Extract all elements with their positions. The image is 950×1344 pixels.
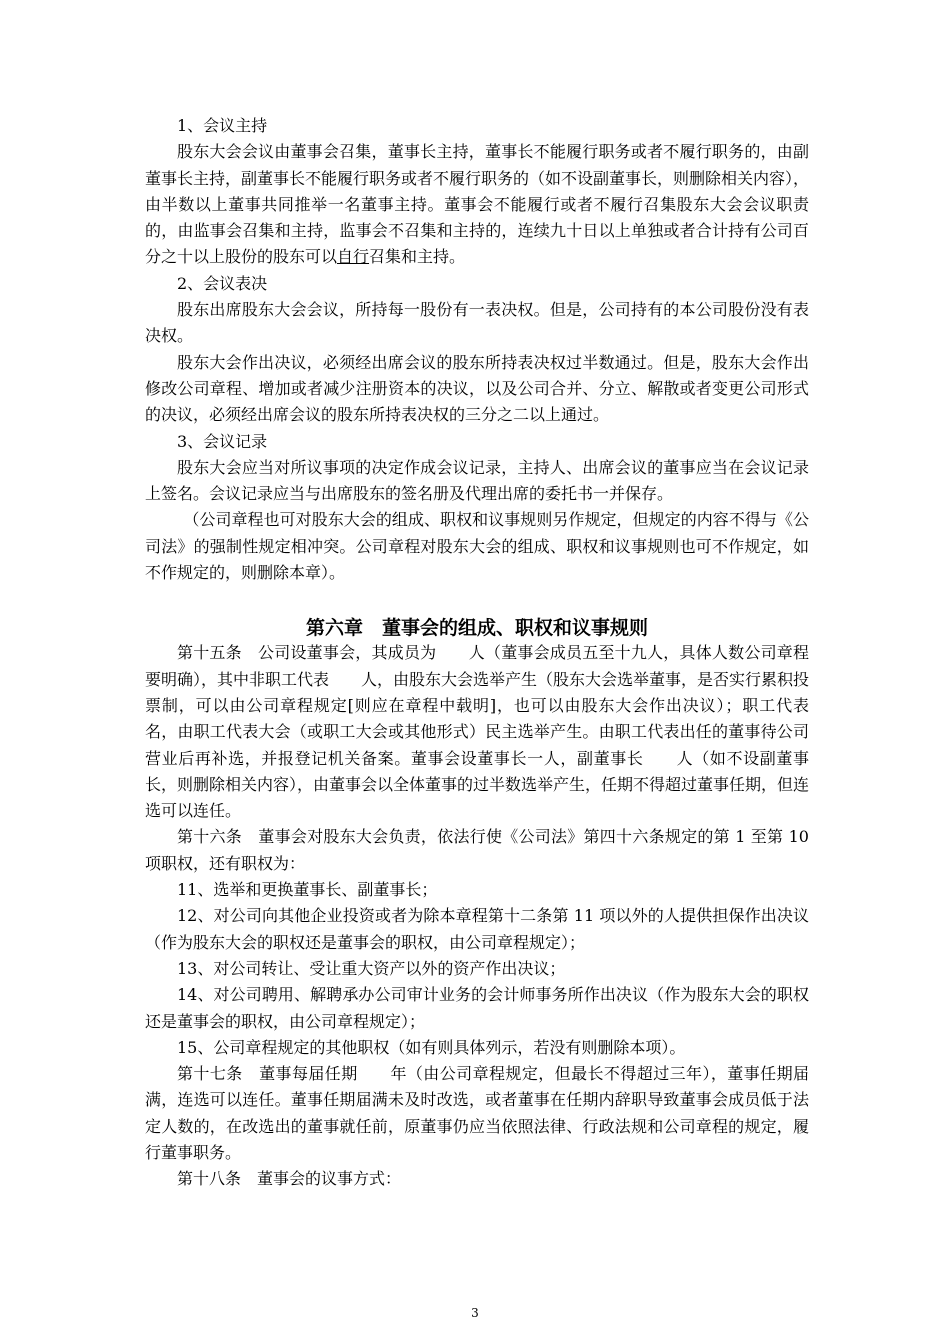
article-16-item-11: 11、选举和更换董事长、副董事长； xyxy=(177,880,438,900)
article-18: 第十八条 董事会的议事方式： xyxy=(177,1169,402,1189)
paragraph-meeting-chair-text: 股东大会会议由董事会召集，董事长主持，董事长不能履行职务或者不履行职务的，由副董事长主持，副董事长不能履行职务或者不履行职务的（如不设副董事长，则删除相关内容），由半数以上董事共同推举一名董事主持。董事会不能履行或者不履行召集股东大会会议职责的，由监事会召集和主持，监事会不召集和主持的，连续九十日以上单独或者合计持有公司百分之十以上股份的股东可以 xyxy=(145,142,810,267)
article-16: 第十六条 董事会对股东大会负责，依法行使《公司法》第四十六条规定的第 1 至第 10 项职权，还有职权为： xyxy=(145,827,809,873)
underlined-word: 自行 xyxy=(337,247,370,267)
article-16-item-15: 15、公司章程规定的其他职权（如有则具体列示，若没有则删除本项）。 xyxy=(177,1037,686,1057)
article-17: 第十七条 董事每届任期 年（由公司章程规定，但最长不得超过三年），董事任期届满，连选可以连任。董事任期届满未及时改选，或者董事在任期内辞职导致董事会成员低于法定人数的，在改选出的董事就任前，原董事仍应当依照法律、行政法规和公司章程的规定，履行董事职务。 xyxy=(145,1064,809,1162)
paragraph-meeting-chair-end: 召集和主持。 xyxy=(369,247,466,267)
article-16-item-14: 14、对公司聘用、解聘承办公司审计业务的会计师事务所作出决议（作为股东大会的职权还是董事会的职权，由公司章程规定）； xyxy=(145,985,809,1031)
paragraph-meeting-chair xyxy=(145,139,809,270)
page-number: 3 xyxy=(471,1306,479,1320)
article-16-item-13: 13、对公司转让、受让重大资产以外的资产作出决议； xyxy=(177,958,566,978)
paragraph-meeting-record: 股东大会应当对所议事项的决定作成会议记录，主持人、出席会议的董事应当在会议记录上签名。会议记录应当与出席股东的签名册及代理出席的委托书一并保存。 xyxy=(145,457,809,504)
heading-meeting-chair: 1、会议主持 xyxy=(177,116,268,135)
chapter-title: 第六章 董事会的组成、职权和议事规则 xyxy=(305,617,648,640)
paragraph-chapter-note: （公司章程也可对股东大会的组成、职权和议事规则另作规定，但规定的内容不得与《公司法》的强制性规定相冲突。公司章程对股东大会的组成、职权和议事规则也可不作规定，如不作规定的，则删除本章）。 xyxy=(145,510,809,583)
heading-meeting-vote: 2、会议表决 xyxy=(177,273,268,293)
article-15: 第十五条 公司设董事会，其成员为 人（董事会成员五至十九人，具体人数公司章程要明确），其中非职工代表 人，由股东大会选举产生（股东大会选举董事，是否实行累积投票制，可以由公司章程规定[则应在章程中载明]，也可以由股东大会作出决议）；职工代表 名，由职工代表大会（或职工大会或其他形式）民主选举产生。由职工代表出任的董事待公司营业后再补选，并报登记机关备案。董事会设董事长一人，副董事长 人（如不设副董事长，则删除相关内容），由董事会以全体董事的过半数选举产生，任期不得超过董事任期，但连选可以连任。 xyxy=(145,643,842,821)
article-16-item-12: 12、对公司向其他企业投资或者为除本章程第十二条第 11 项以外的人提供担保作出决议（作为股东大会的职权还是董事会的职权，由公司章程规定）； xyxy=(145,906,809,952)
paragraph-vote-rights: 股东出席股东大会会议，所持每一股份有一表决权。但是，公司持有的本公司股份没有表决权。 xyxy=(145,300,809,346)
heading-meeting-record: 3、会议记录 xyxy=(177,431,268,451)
paragraph-vote-resolution: 股东大会作出决议，必须经出席会议的股东所持表决权过半数通过。但是，股东大会作出修改公司章程、增加或者减少注册资本的决议，以及公司合并、分立、解散或者变更公司形式的决议，必须经出席会议的股东所持表决权的三分之二以上通过。 xyxy=(145,352,809,425)
document-body xyxy=(145,113,842,1193)
